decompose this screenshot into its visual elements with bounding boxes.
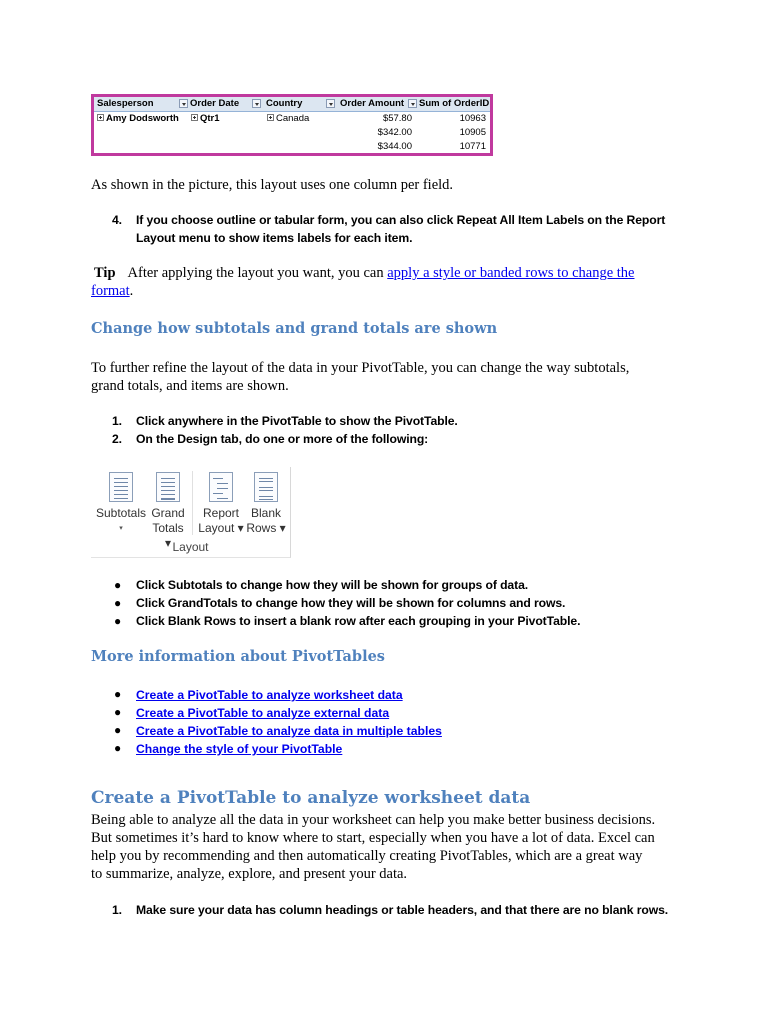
bullet-icon: ● xyxy=(114,741,122,755)
link-list xyxy=(112,686,672,758)
step-text: Make sure your data has column headings or table headers, and that there are no blank rows. xyxy=(136,903,669,917)
subtotals-icon xyxy=(109,472,133,502)
section-heading: Change how subtotals and grand totals are shown xyxy=(91,320,498,337)
pivot-table-image xyxy=(91,94,493,156)
list-item xyxy=(112,901,692,919)
expand-icon xyxy=(97,114,104,121)
section-heading-large: Create a PivotTable to analyze worksheet data xyxy=(91,788,531,808)
link-change-style[interactable]: Change the style of your PivotTable xyxy=(136,742,343,756)
expand-icon xyxy=(267,114,274,121)
pivot-header-sum-orderid: Sum of OrderID xyxy=(419,98,490,109)
section-heading: More information about PivotTables xyxy=(91,648,385,665)
list-item xyxy=(112,722,672,740)
paragraph-line: But sometimes it’s hard to know where to start, especially when you have a lot of data. Excel can xyxy=(91,830,655,846)
pivot-cell-id: 10771 xyxy=(459,141,486,152)
pivot-header-salesperson: Salesperson xyxy=(97,98,154,109)
apply-style-link-continued[interactable]: format xyxy=(91,283,130,299)
dropdown-arrow-icon xyxy=(179,99,188,108)
bullet-icon: ● xyxy=(114,578,122,592)
list-item xyxy=(112,686,672,704)
tip-end: . xyxy=(129,283,134,299)
bullet-icon: ● xyxy=(114,596,122,610)
subtotals-button[interactable] xyxy=(95,467,147,536)
bullet-icon: ● xyxy=(114,687,122,701)
apply-style-link[interactable]: apply a style or banded rows to change the xyxy=(387,265,635,281)
bullet-text: Click Subtotals to change how they will be shown for groups of data. xyxy=(136,578,529,592)
step-number: 2. xyxy=(112,432,122,446)
dropdown-arrow-icon xyxy=(252,99,261,108)
dropdown-arrow-icon xyxy=(326,99,335,108)
blank-rows-icon xyxy=(254,472,278,502)
step-number: 1. xyxy=(112,903,122,917)
pivot-header-country: Country xyxy=(266,98,303,109)
list-item xyxy=(112,594,672,612)
pivot-cell-amount: $342.00 xyxy=(377,127,412,138)
button-label: Report xyxy=(202,506,240,520)
step-number: 4. xyxy=(112,213,122,227)
ribbon-group-label: Layout xyxy=(172,540,209,554)
link-worksheet-data[interactable]: Create a PivotTable to analyze worksheet data xyxy=(136,688,403,702)
paragraph-line: help you by recommending and then automatically creating PivotTables, which are a great way xyxy=(91,848,643,864)
bullet-text: Click Blank Rows to insert a blank row after each grouping in your PivotTable. xyxy=(136,614,581,628)
paragraph-line: grand totals, and items are shown. xyxy=(91,378,289,394)
list-item xyxy=(112,412,672,430)
ribbon-layout-group xyxy=(91,467,291,558)
dropdown-arrow-icon xyxy=(408,99,417,108)
expand-icon xyxy=(191,114,198,121)
step-number: 1. xyxy=(112,414,122,428)
pivot-cell-id: 10905 xyxy=(459,127,486,138)
pivot-cell-id: 10963 xyxy=(459,113,486,124)
list-item xyxy=(112,576,672,594)
bullet-icon: ● xyxy=(114,705,122,719)
link-external-data[interactable]: Create a PivotTable to analyze external data xyxy=(136,706,390,720)
body-paragraph xyxy=(91,359,691,395)
step-text: On the Design tab, do one or more of the following: xyxy=(136,432,429,446)
list-item xyxy=(112,430,672,448)
paragraph-line: Being able to analyze all the data in your worksheet can help you make better business decisions. xyxy=(91,812,656,828)
body-paragraph: As shown in the picture, this layout uses one column per field. xyxy=(91,177,454,193)
button-label: Subtotals xyxy=(95,506,147,520)
body-paragraph xyxy=(91,811,691,883)
pivot-header-order-date: Order Date xyxy=(190,98,240,109)
link-multiple-tables[interactable]: Create a PivotTable to analyze data in multiple tables xyxy=(136,724,442,738)
paragraph-line: to summarize, analyze, explore, and present your data. xyxy=(91,866,408,882)
list-item xyxy=(112,704,672,722)
tip-label: Tip xyxy=(94,265,116,281)
pivot-header-row xyxy=(94,97,490,112)
step-text-line: Layout menu to show items labels for each item. xyxy=(136,231,413,245)
report-layout-button[interactable] xyxy=(197,467,245,536)
pivot-cell-country: Canada xyxy=(267,113,309,124)
grand-totals-button[interactable] xyxy=(148,467,188,551)
bullet-list xyxy=(112,576,672,630)
button-label: Grand xyxy=(151,506,185,520)
grand-totals-icon xyxy=(156,472,180,502)
button-label: Totals ▾ xyxy=(152,521,184,550)
pivot-cell-salesperson: Amy Dodsworth xyxy=(97,113,179,124)
list-item xyxy=(112,740,672,758)
tip-paragraph xyxy=(91,264,681,300)
step-text-line: If you choose outline or tabular form, you can also click Repeat All Item Labels on the Report xyxy=(136,213,666,227)
button-label: Layout ▾ xyxy=(198,521,244,535)
list-item xyxy=(112,612,672,630)
pivot-cell-amount: $344.00 xyxy=(377,141,412,152)
blank-rows-button[interactable] xyxy=(246,467,286,536)
bullet-text: Click GrandTotals to change how they will be shown for columns and rows. xyxy=(136,596,566,610)
paragraph-line: To further refine the layout of the data in your PivotTable, you can change the way subtotals, xyxy=(91,360,630,376)
steps-list xyxy=(112,412,672,448)
step-text: Click anywhere in the PivotTable to show the PivotTable. xyxy=(136,414,458,428)
pivot-cell-amount: $57.80 xyxy=(382,113,412,124)
report-layout-icon xyxy=(209,472,233,502)
steps-list xyxy=(112,901,692,919)
pivot-header-order-amount: Order Amount xyxy=(340,98,405,109)
ribbon-separator xyxy=(192,471,193,535)
chevron-down-icon: ▾ xyxy=(119,525,123,532)
button-label: Blank xyxy=(250,506,282,520)
tip-text: After applying the layout you want, you can xyxy=(127,265,388,281)
step-4 xyxy=(112,211,672,247)
bullet-icon: ● xyxy=(114,723,122,737)
button-label: Rows ▾ xyxy=(246,521,286,535)
bullet-icon: ● xyxy=(114,614,122,628)
pivot-cell-date: Qtr1 xyxy=(191,113,220,124)
